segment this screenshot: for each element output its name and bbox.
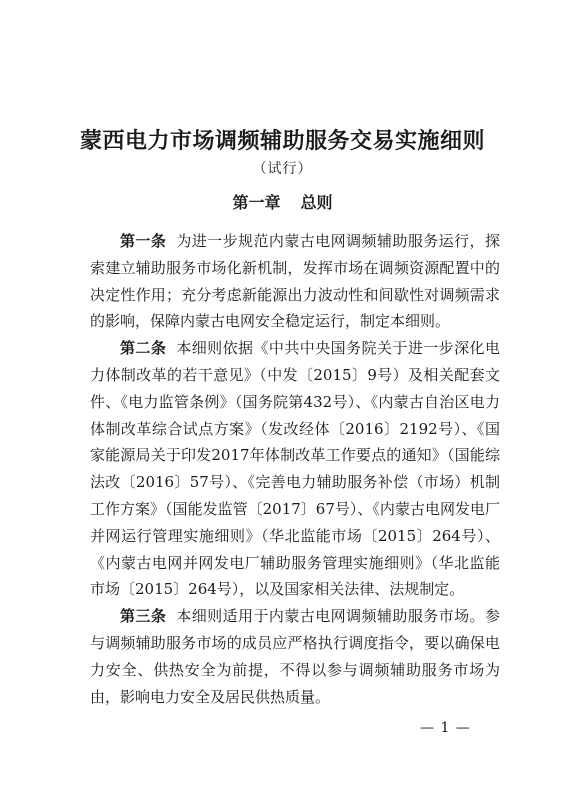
document-title: 蒙西电力市场调频辅助服务交易实施细则 — [79, 128, 485, 154]
article-text: 本细则依据《中共中央国务院关于进一步深化电力体制改革的若干意见》（中发〔2015〕9号）及相关配套文件、《电力监管条例》（国务院第432号）、《内蒙古自治区电力体制改革综合试点方案》（发改经体〔2016〕2192号）、《国家能源局关于印发2017年体制改革工作要点的通知》（国能综法改〔2016〕57号）、《完善电力辅助服务补偿（市场）机制工作方案》（国能发监管〔2017〕67号）、《内蒙古电网发电厂并网运行管理实施细则》（华北监能市场〔2015〕264号）、《内蒙古电网并网发电厂辅助服务管理实施细则》（华北监能市场〔2015〕264号），以及国家相关法律、法规制定。 — [90, 339, 500, 599]
article-text: 本细则适用于内蒙古电网调频辅助服务市场。参与调频辅助服务市场的成员应严格执行调度指令，要以确保电力安全、供热安全为前提，不得以参与调频辅助服务市场为由，影响电力安全及居民供热质量。 — [90, 607, 500, 706]
article-paragraph — [90, 603, 500, 710]
article-heading: 第三条 — [120, 607, 167, 626]
chapter-number: 第一章 — [232, 193, 281, 212]
document-subtitle: （试行） — [252, 161, 313, 177]
article-heading: 第二条 — [120, 339, 167, 358]
chapter-name: 总则 — [300, 193, 333, 212]
document-body — [90, 228, 500, 710]
chapter-heading — [0, 190, 565, 213]
article-heading: 第一条 — [120, 232, 167, 250]
article-paragraph — [90, 335, 500, 603]
article-text: 为进一步规范内蒙古电网调频辅助服务运行，探索建立辅助服务市场化新机制，发挥市场在调频资源配置中的决定性作用；充分考虑新能源出力波动性和间歇性对调频需求的影响，保障内蒙古电网安全稳定运行，制定本细则。 — [90, 232, 500, 331]
article-paragraph — [90, 228, 500, 335]
page-number: — 1 — — [420, 720, 471, 736]
